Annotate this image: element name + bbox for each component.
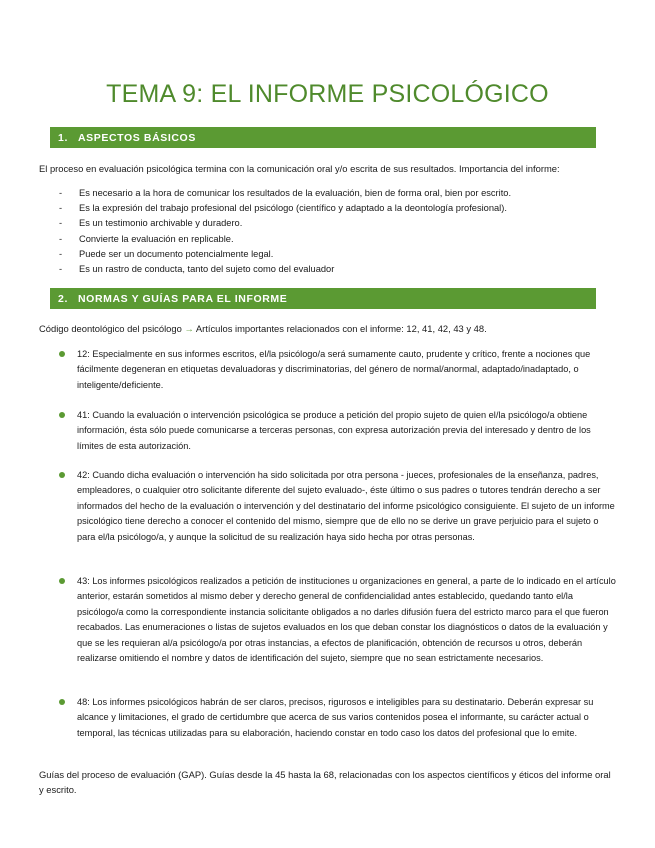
section-2-number: 2. [58,292,68,305]
list-item: - Es la expresión del trabajo profesional del psicólogo (científico y adaptado a la deontología profesional). [59,201,619,216]
bullet-icon [59,412,65,418]
section-2-header [50,288,596,309]
article-12-text: 12: Especialmente en sus informes escritos, el/la psicólogo/a será sumamente cauto, prudente y crítico, frente a nociones que fácilmente degeneran en etiquetas devaluadoras y discriminatorias, del género de normal/anormal, adaptado/inadaptado, o inteligente/deficiente. [77,349,591,390]
list-item: - Es un testimonio archivable y duradero. [59,216,619,231]
article-41-item [59,408,619,454]
bullet-icon [59,578,65,584]
section-1-number: 1. [58,131,68,144]
arrow-right-icon: → [184,323,194,334]
article-42-item [59,468,619,545]
article-43-text: 43: Los informes psicológicos realizados a petición de instituciones u organizaciones en general, a parte de lo indicado en el artículo anterior, estarán sometidos al mismo deber y derecho general de confidencialidad antes establecido, quedando tanto el/la psicólogo/a como la correspondiente instancia solicitante obligados a no darles difusión fuera del estricto marco para el que fueron recabados. Las enumeraciones o listas de sujetos evaluados en los que deban constar los diagnósticos o datos de la evaluación y que se les requieran al/a psicólogo/a por otras instancias, a efectos de planificación, obtención de recursos u otros, deberán realizarse omitiendo el nombre y datos de identificación del sujeto, siempre que no sean estrictamente necesarios. [77,576,616,664]
list-item: - Es necesario a la hora de comunicar los resultados de la evaluación, bien de forma oral, bien por escrito. [59,186,619,201]
intro-source: Código deontológico del psicólogo [39,323,182,334]
gap-paragraph: Guías del proceso de evaluación (GAP). Guías desde la 45 hasta la 68, relacionadas con los aspectos científicos y éticos del informe oral y escrito. [39,769,611,795]
intro-articles: Artículos importantes relacionados con el informe: 12, 41, 42, 43 y 48. [195,323,487,334]
page-title: TEMA 9: EL INFORME PSICOLÓGICO [106,80,549,108]
article-42-text: 42: Cuando dicha evaluación o intervención ha sido solicitada por otra persona - jueces, profesionales de la enseñanza, padres, empleadores, o cualquier otro solicitante diferente del sujeto evaluado-, éste último o sus padres o tutores tendrán derecho a ser informados del hecho de la evaluación o intervención y del destinatario del informe psicológico consiguiente. El sujeto de un informe psicológico tiene derecho a conocer el contenido del mismo, siempre que de ello no se derive un grave perjuicio para el sujeto o para el/la psicólogo/a, y aunque la solicitud de su realización haya sido hecha por otras personas. [77,470,615,542]
bullet-icon [59,351,65,357]
article-48-text: 48: Los informes psicológicos habrán de ser claros, precisos, rigurosos e inteligibles para su destinatario. Deberán expresar su alcance y limitaciones, el grado de certidumbre que acerca de sus varios contenidos posea el informante, su carácter actual o temporal, las técnicas utilizadas para su elaboración, haciendo constar en todo caso los datos del profesional que lo emite. [77,697,594,738]
list-item: - Convierte la evaluación en replicable. [59,232,619,247]
bullet-icon [59,472,65,478]
article-41-text: 41: Cuando la evaluación o intervención psicológica se produce a petición del propio sujeto de quien el/la psicólogo/a obtiene información, ésta sólo puede comunicarse a terceras personas, con expresa autorización previa del interesado y dentro de los límites de esta autorización. [77,410,591,451]
list-item: - Puede ser un documento potencialmente legal. [59,247,619,262]
section-1-title: ASPECTOS BÁSICOS [78,131,196,144]
list-item: - Es un rastro de conducta, tanto del sujeto como del evaluador [59,262,619,277]
section-1-intro: El proceso en evaluación psicológica termina con la comunicación oral y/o escrita de sus resultados. Importancia del informe: [39,163,560,174]
importance-list [59,186,619,277]
article-43-item [59,574,619,666]
bullet-icon [59,699,65,705]
article-12-item [59,347,619,393]
section-1-header [50,127,596,148]
article-48-item [59,695,619,741]
section-2-intro [39,321,619,336]
section-2-title: NORMAS Y GUÍAS PARA EL INFORME [78,292,288,305]
